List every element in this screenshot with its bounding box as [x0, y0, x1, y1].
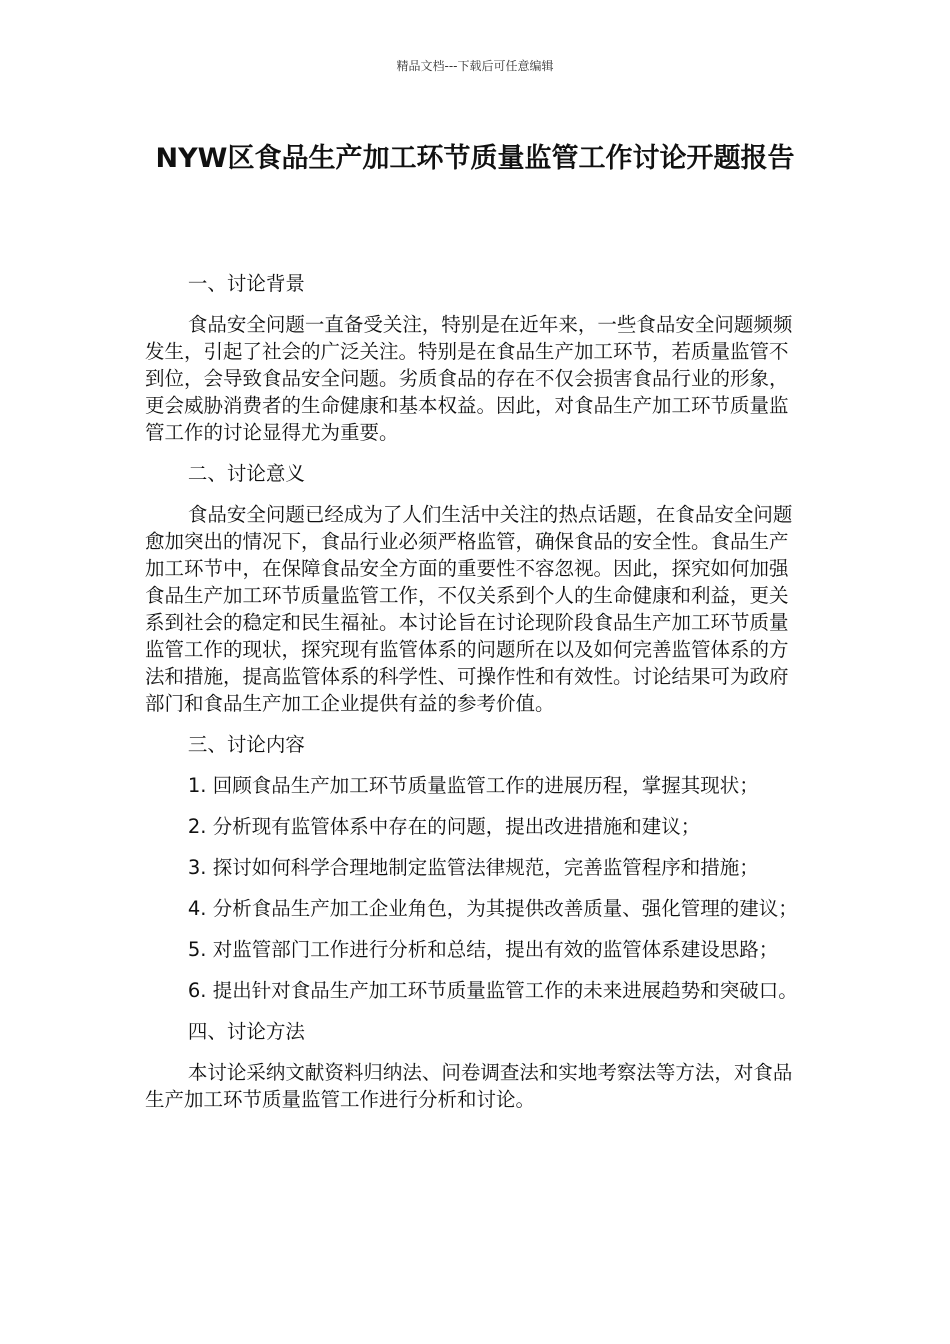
section-heading-significance: 二、讨论意义: [187, 462, 305, 485]
section-heading-content: 三、讨论内容: [187, 733, 305, 756]
paragraph-significance: 食品安全问题已经成为了人们生活中关注的热点话题，在食品安全问题愈加突出的情况下，食品行业必须严格监管，确保食品的安全性。食品生产加工环节中，在保障食品安全方面的重要性不容忽视。因此，探究如何加强食品生产加工环节质量监管工作，不仅关系到个人的生命健康和利益，更关系到社会的稳定和民生福祉。本讨论旨在讨论现阶段食品生产加工环节质量监管工作的现状，探究现有监管体系的问题所在以及如何完善监管体系的方法和措施，提高监管体系的科学性、可操作性和有效性。讨论结果可为政府部门和食品生产加工企业提供有益的参考价值。: [145, 503, 793, 715]
list-item: 6. 提出针对食品生产加工环节质量监管工作的未来进展趋势和突破口。: [187, 979, 798, 1002]
list-item: 1. 回顾食品生产加工环节质量监管工作的进展历程，掌握其现状；: [187, 774, 759, 797]
section-heading-background: 一、讨论背景: [187, 272, 305, 295]
section-heading-methods: 四、讨论方法: [187, 1020, 305, 1043]
paragraph-methods: 本讨论采纳文献资料归纳法、问卷调查法和实地考察法等方法，对食品生产加工环节质量监管工作进行分析和讨论。: [145, 1061, 793, 1111]
paragraph-background: 食品安全问题一直备受关注，特别是在近年来，一些食品安全问题频频发生，引起了社会的广泛关注。特别是在食品生产加工环节，若质量监管不到位，会导致食品安全问题。劣质食品的存在不仅会损害食品行业的形象，更会威胁消费者的生命健康和基本权益。因此，对食品生产加工环节质量监管工作的讨论显得尤为重要。: [145, 313, 793, 444]
header-note: 精品文档---下载后可任意编辑: [396, 59, 554, 73]
list-item: 3. 探讨如何科学合理地制定监管法律规范，完善监管程序和措施；: [187, 856, 759, 879]
document-body: [145, 270, 807, 1127]
list-item: 4. 分析食品生产加工企业角色，为其提供改善质量、强化管理的建议；: [187, 897, 798, 920]
document-title: NYW区食品生产加工环节质量监管工作讨论开题报告: [155, 143, 795, 174]
list-item: 2. 分析现有监管体系中存在的问题，提出改进措施和建议；: [187, 815, 701, 838]
list-item: 5. 对监管部门工作进行分析和总结，提出有效的监管体系建设思路；: [187, 938, 779, 961]
